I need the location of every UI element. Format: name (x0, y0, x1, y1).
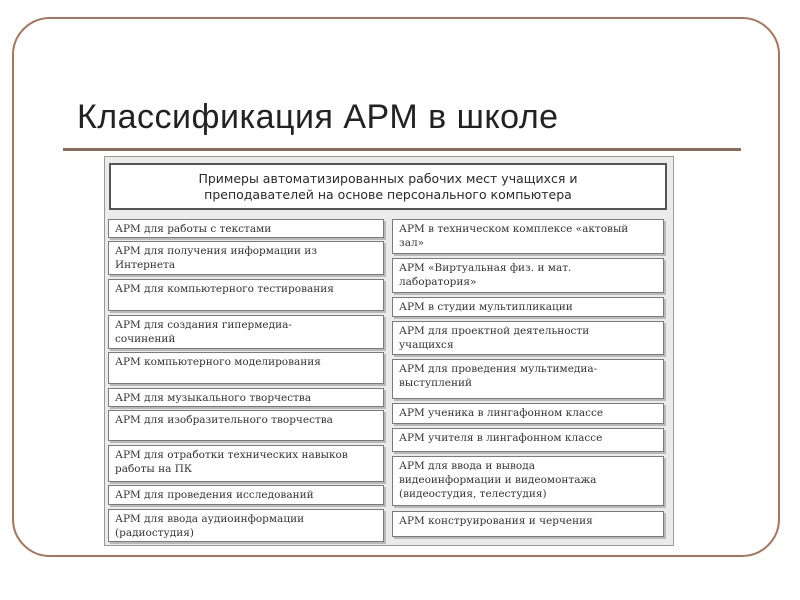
list-item: АРМ для проведения мультимедиа- выступлений (392, 359, 664, 399)
list-item: АРМ ученика в лингафонном классе (392, 403, 664, 424)
list-item: АРМ «Виртуальная физ. и мат. лаборатория» (392, 258, 664, 293)
list-item: АРМ для получения информации из Интернета (108, 241, 384, 275)
title-divider (63, 148, 741, 151)
list-item: АРМ для ввода аудиоинформации (радиостудия) (108, 509, 384, 542)
list-item: АРМ для компьютерного тестирования (108, 279, 384, 311)
list-item: АРМ для проектной деятельности учащихся (392, 321, 664, 355)
list-item: АРМ для создания гипермедиа- сочинений (108, 315, 384, 349)
list-item: АРМ конструирования и черчения (392, 511, 664, 537)
list-item: АРМ учителя в лингафонном классе (392, 428, 664, 452)
slide-title: Классификация АРМ в школе (77, 98, 559, 136)
list-item: АРМ в техническом комплексе «актовый зал» (392, 219, 664, 254)
list-item: АРМ для проведения исследований (108, 485, 384, 505)
list-item: АРМ компьютерного моделирования (108, 352, 384, 384)
diagram-header (109, 163, 667, 210)
list-item: АРМ для ввода и вывода видеоинформации и видеомонтажа (видеостудия, телестудия) (392, 456, 664, 506)
list-item: АРМ для отработки технических навыков работы на ПК (108, 445, 384, 482)
classification-diagram (104, 156, 674, 546)
diagram-header-text: Примеры автоматизированных рабочих мест учащихся и преподавателей на основе персонального компьютера (198, 171, 578, 202)
list-item: АРМ в студии мультипликации (392, 297, 664, 317)
list-item: АРМ для изобразительного творчества (108, 410, 384, 441)
list-item: АРМ для музыкального творчества (108, 388, 384, 407)
list-item: АРМ для работы с текстами (108, 219, 384, 238)
